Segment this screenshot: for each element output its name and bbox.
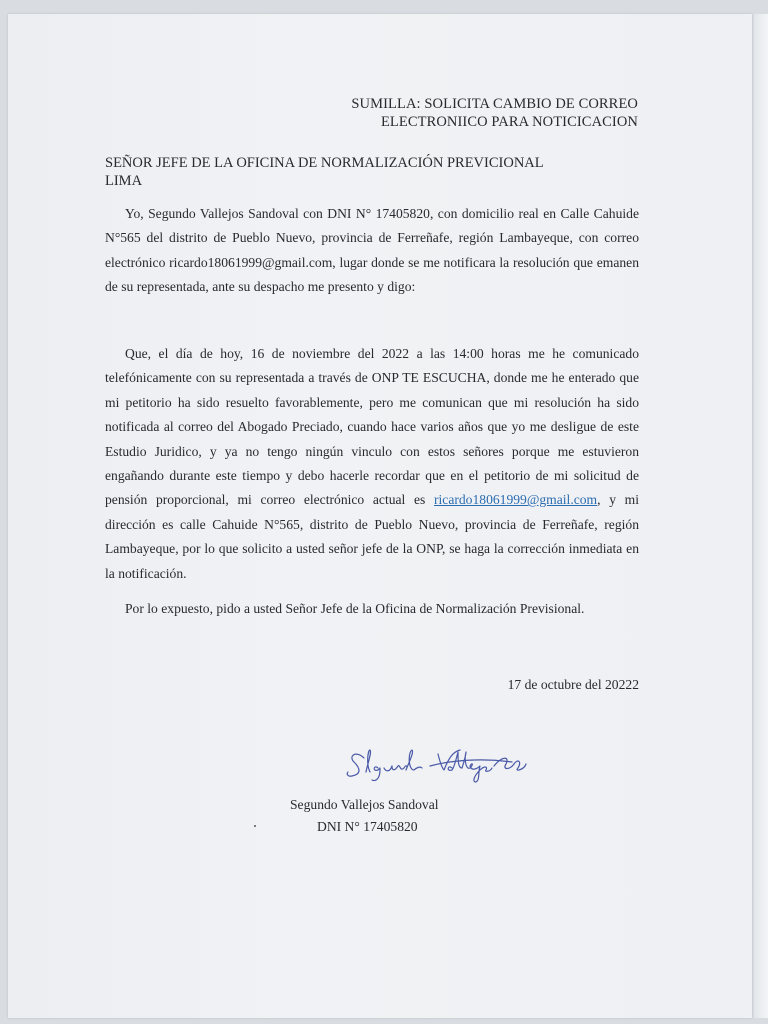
addressee-line-2: LIMA (105, 173, 143, 189)
sumilla-line-2: ELECTRONIICO PARA NOTICICACION (380, 114, 638, 130)
signer-dni: DNI N° 17405820 (317, 819, 418, 834)
paper-speck (254, 825, 256, 827)
paragraph-request: Por lo expuesto, pido a usted Señor Jefe de la Oficina de Normalización Previsional. (125, 601, 585, 616)
addressee-line-1: SEÑOR JEFE DE LA OFICINA DE NORMALIZACIÓN PREVICIONAL (105, 155, 544, 171)
paragraph-facts-text-2: , y mi dirección es calle Cahuide N°565, distrito de Pueblo Nuevo, provincia de Ferreñafe, región Lambayeque, por lo que solicito a usted señor jefe de la ONP, se haga la corrección inmediata en la notificación. (105, 492, 640, 581)
handwritten-signature (342, 742, 532, 786)
document-date: 17 de octubre del 20222 (507, 677, 639, 692)
paragraph-facts-text-1: Que, el día de hoy, 16 de noviembre del 2022 a las 14:00 horas me he comunicado telefónicamente con su representada a través de ONP TE ESCUCHA, donde me he enterado que mi petitorio ha sido resuelto favorablemente, pero me comunican que mi resolución ha sido notificada al correo del Abogado Preciado, cuando hace varios años que yo me desligue de este Estudio Juridico, y ya no tengo ningún vinculo con estos señores porque me estuvieron engañando durante este tiempo y debo hacerle recordar que en el petitorio de mi solicitud de pensión proporcional, mi correo electrónico actual es (105, 346, 639, 508)
page-edge (754, 14, 768, 1018)
email-link[interactable]: ricardo18061999@gmail.com (433, 492, 598, 508)
paragraph-introduction: Yo, Segundo Vallejos Sandoval con DNI N° 17405820, con domicilio real en Calle Cahuide N°565 del distrito de Pueblo Nuevo, provincia de Ferreñafe, región Lambayeque, con correo electrónico ricardo18061999@gmail.com, lugar donde se me notificara la resolución que emanen de su representada, ante su despacho me presento y digo: (105, 206, 639, 295)
paragraph-facts (105, 342, 639, 586)
sumilla-block (351, 95, 638, 131)
addressee-block (105, 154, 544, 190)
signer-name: Segundo Vallejos Sandoval (290, 797, 439, 812)
sumilla-line-1: SUMILLA: SOLICITA CAMBIO DE CORREO (351, 96, 638, 112)
